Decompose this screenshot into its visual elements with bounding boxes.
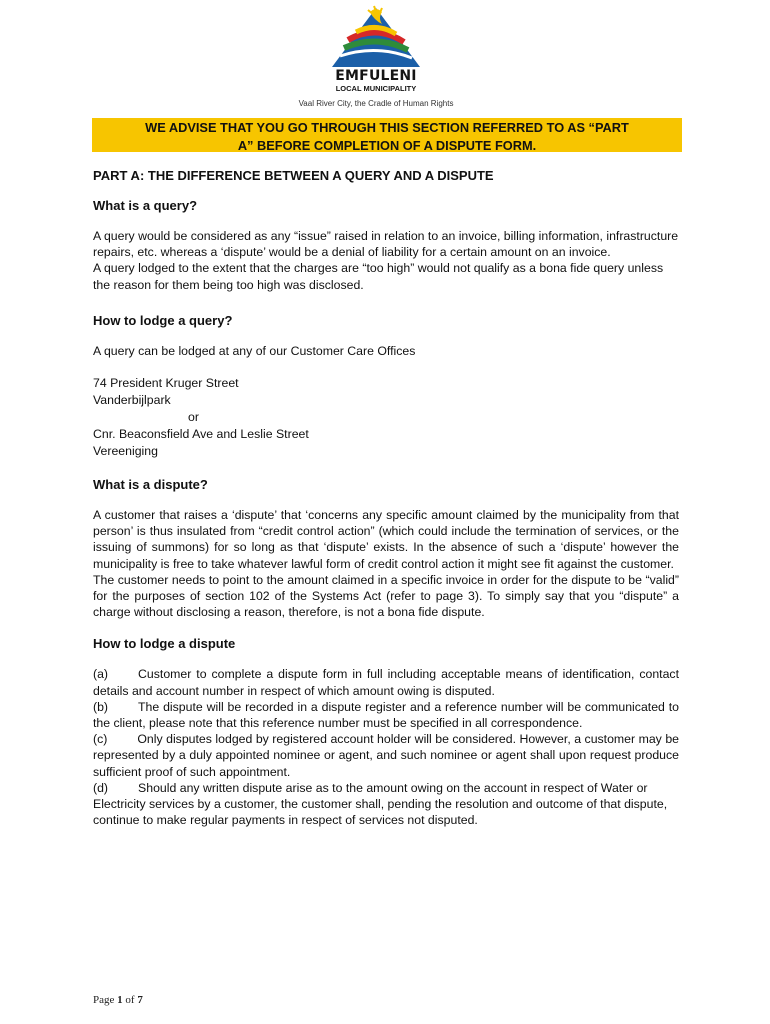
step-text: The dispute will be recorded in a dispute register and a reference number will be communicated to the client, please note that this reference number must be specified in all correspondence. [93, 699, 679, 731]
advisory-banner [92, 118, 682, 152]
address-1-town: Vanderbijlpark [93, 393, 171, 408]
lodge-dispute-heading: How to lodge a dispute [93, 636, 236, 652]
page-of-word: of [125, 994, 135, 1006]
step-text: Only disputes lodged by registered account holder will be considered. However, a customer may be represented by a duly appointed nominee or agent, and such nominee or agent shall upon request produce sufficient proof of such appointment. [93, 732, 679, 779]
step-label: (d) [93, 780, 109, 795]
part-a-title: PART A: THE DIFFERENCE BETWEEN A QUERY AND A DISPUTE [93, 168, 494, 183]
address-1-street: 74 President Kruger Street [93, 376, 239, 391]
dispute-step-c [93, 731, 679, 780]
dispute-step-a [93, 666, 679, 698]
dispute-step-b [93, 699, 679, 731]
page-word: Page [93, 994, 115, 1006]
dispute-steps-list [93, 666, 679, 828]
dispute-paragraph-1: A customer that raises a ‘dispute’ that ‘concerns any specific amount claimed by the municipality from that person’ is thus insulated from “credit control action” (which could include the termination of services, or the issuing of summons) for so long as that ‘dispute’ exists. In the absence of such a ‘dispute’ however the municipality is free to take whatever lawful form of credit control action it might see fit against the customer. [93, 508, 679, 571]
step-text: Customer to complete a dispute form in full including acceptable means of identification, contact details and account number in respect of which amount owing is disputed. [93, 667, 679, 698]
step-label: (c) [93, 732, 108, 747]
address-separator: or [188, 410, 199, 425]
lodge-query-heading: How to lodge a query? [93, 312, 233, 328]
municipality-logo [288, 4, 464, 108]
office-addresses [93, 375, 679, 460]
page-footer [93, 994, 143, 1006]
step-text: Should any written dispute arise as to the amount owing on the account in respect of Water or Electricity services by a customer, the customer shall, pending the resolution and outcome of that dispute, continue to make regular payments in respect of services not disputed. [93, 780, 668, 828]
step-label: (a) [93, 667, 109, 682]
org-name: EMFULENI [335, 68, 417, 84]
page-total: 7 [137, 994, 143, 1006]
dispute-heading: What is a dispute? [93, 477, 208, 493]
page-current: 1 [117, 994, 123, 1006]
address-2-town: Vereeniging [93, 444, 158, 459]
query-paragraph-2: A query lodged to the extent that the charges are “too high” would not qualify as a bona fide query unless the reason for them being too high was disclosed. [93, 261, 664, 292]
document-content [93, 168, 679, 828]
query-paragraph-1: A query would be considered as any “issue” raised in relation to an invoice, billing information, infrastructure repairs, etc. whereas a ‘dispute’ would be a denial of liability for a certain amount on an invoice. [93, 229, 679, 260]
dispute-paragraph-2: The customer needs to point to the amount claimed in a specific invoice in order for the dispute to be “valid” for the purposes of section 102 of the Systems Act (refer to page 3). To simply say that you “dispute” a charge without disclosing a reason, therefore, is not a bona fide dispute. [93, 572, 679, 620]
query-heading: What is a query? [93, 198, 198, 213]
address-2-street: Cnr. Beaconsfield Ave and Leslie Street [93, 427, 309, 442]
banner-line-2: A” BEFORE COMPLETION OF A DISPUTE FORM. [237, 137, 537, 153]
emfuleni-emblem-icon [330, 4, 422, 68]
org-subtitle: LOCAL MUNICIPALITY [335, 84, 417, 93]
banner-line-1: WE ADVISE THAT YOU GO THROUGH THIS SECTION REFERRED TO AS “PART [145, 120, 629, 135]
dispute-step-d [93, 780, 679, 829]
lodge-query-intro: A query can be lodged at any of our Customer Care Offices [93, 343, 416, 358]
org-tagline: Vaal River City, the Cradle of Human Rights [298, 99, 454, 108]
step-label: (b) [93, 699, 109, 714]
